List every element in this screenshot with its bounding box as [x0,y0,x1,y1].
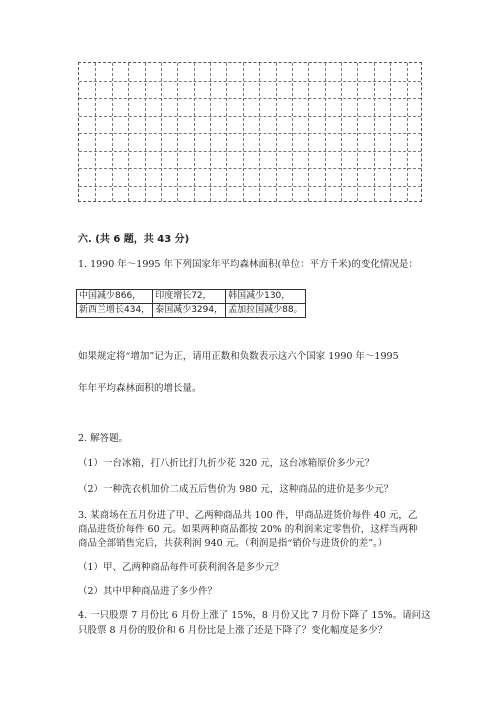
grid-line [79,151,421,152]
table-cell: 孟加拉国减少88。 [226,304,305,318]
grid-line [210,63,211,201]
grid-line [390,63,391,201]
q4-line2: 只股票 8 月份的股价和 6 月份比是上涨了还是下降了？变化幅度是多少？ [78,625,388,636]
grid-line [79,186,421,187]
q2-item1: （1）一台冰箱，打八折比打九折少花 320 元，这台冰箱原价多少元？ [78,458,375,469]
q1-line1: 如果规定将“增加”记为正，请用正数和负数表示这六个国家 1990 年～1995 [78,351,399,362]
grid-line [341,63,342,201]
q3-line1: 3. 某商场在五月份进了甲、乙两种商品共 100 件，甲商品进货价每件 40 元，乙 [78,510,418,521]
table-row [77,290,306,304]
grid-line [276,63,277,201]
grid-line [374,63,375,201]
grid-line [79,98,421,99]
answer-grid [78,62,422,202]
grid-line [259,63,260,201]
table-cell: 韩国减少130， [226,290,305,304]
q1-line2: 年年平均森林面积的增长量。 [78,383,202,394]
grid-line [194,63,195,201]
grid-line [226,63,227,201]
q3-sub1: （1）甲、乙两种商品每件可获利润各是多少元？ [78,562,284,573]
q4-line1: 4. 一只股票 7 月份比 6 月份上涨了 15%，8 月份又比 7 月份下降了 15%。请问这 [78,610,431,621]
grid-line [79,81,421,82]
q3-line2: 商品进货价每件 60 元。如果两种商品都按 20% 的利润来定零售价，这样当两种 [78,524,418,535]
forest-table [76,289,306,318]
table-cell: 中国减少866， [77,290,153,304]
grid-line [128,63,129,201]
table-cell: 泰国减少3294， [153,304,226,318]
grid-line [161,63,162,201]
grid-line [79,116,421,117]
table-cell: 新西兰增长434， [77,304,153,318]
grid-line [308,63,309,201]
grid-line [145,63,146,201]
grid-line [79,133,421,134]
table-row [77,304,306,318]
q2-title: 2. 解答题。 [78,433,129,444]
grid-line [95,63,96,201]
section-heading: 六. (共 6 题，共 43 分) [78,234,190,245]
grid-line [292,63,293,201]
q3-sub2: （2）其中甲种商品进了多少件？ [78,586,218,597]
q3-line3: 商品全部销售完后，共获利润 940 元。（利润是指“销价与进货价的差”。） [78,538,388,549]
grid-line [79,168,421,169]
grid-line [325,63,326,201]
grid-line [177,63,178,201]
grid-line [357,63,358,201]
q2-item2: （2）一种洗衣机加价二成五后售价为 980 元，这种商品的进价是多少元？ [78,484,394,495]
grid-line [112,63,113,201]
q1-text: 1. 1990 年～1995 年下列国家年平均森林面积(单位：平方千米)的变化情况是： [78,259,418,270]
grid-line [407,63,408,201]
table-cell: 印度增长72， [153,290,226,304]
grid-line [243,63,244,201]
